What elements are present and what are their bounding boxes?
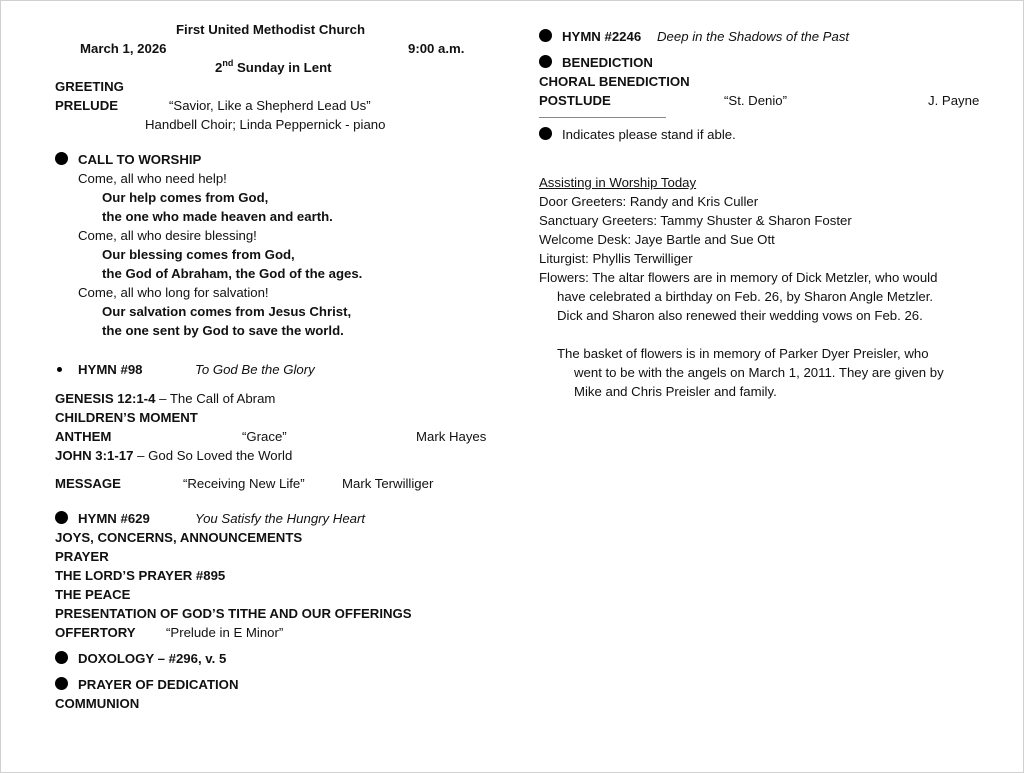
basket-line: Mike and Chris Preisler and family. <box>574 384 777 399</box>
lords-prayer: THE LORD’S PRAYER #895 <box>55 568 226 583</box>
prayer-of-dedication: PRAYER OF DEDICATION <box>78 677 239 692</box>
message-title: “Receiving New Life” <box>183 476 305 491</box>
door-greeters: Door Greeters: Randy and Kris Culler <box>539 194 759 209</box>
welcome-desk: Welcome Desk: Jaye Bartle and Sue Ott <box>539 232 775 247</box>
list-bullet-icon <box>57 367 62 372</box>
joys-concerns: JOYS, CONCERNS, ANNOUNCEMENTS <box>55 530 303 545</box>
divider <box>539 117 666 118</box>
genesis-reading: GENESIS 12:1-4 – The Call of Abram <box>55 391 276 406</box>
hymn629-title: You Satisfy the Hungry Heart <box>195 511 366 526</box>
greeting: GREETING <box>55 79 124 94</box>
prelude-performers: Handbell Choir; Linda Peppernick - piano <box>145 117 386 132</box>
call-line: Come, all who need help! <box>78 171 227 186</box>
prelude-label: PRELUDE <box>55 98 119 113</box>
prelude-title: “Savior, Like a Shepherd Lead Us” <box>169 98 371 113</box>
flowers-line: have celebrated a birthday on Feb. 26, by Sharon Angle Metzler. <box>557 289 934 304</box>
anthem-composer: Mark Hayes <box>416 429 487 444</box>
hymn629-label: HYMN #629 <box>78 511 150 526</box>
prayer: PRAYER <box>55 549 109 564</box>
stand-bullet-icon <box>55 152 68 165</box>
hymn2246-title: Deep in the Shadows of the Past <box>657 29 850 44</box>
liturgical-sunday: 2nd Sunday in Lent <box>215 57 332 75</box>
liturgist: Liturgist: Phyllis Terwilliger <box>539 251 693 266</box>
call-response: Our salvation comes from Jesus Christ, <box>102 304 352 319</box>
stand-note: Indicates please stand if able. <box>562 127 736 142</box>
stand-bullet-icon <box>55 677 68 690</box>
call-response: the one who made heaven and earth. <box>102 209 333 224</box>
message-speaker: Mark Terwilliger <box>342 476 434 491</box>
church-name: First United Methodist Church <box>176 22 366 37</box>
hymn98-title: To God Be the Glory <box>195 362 315 377</box>
flowers-line: Dick and Sharon also renewed their wedding vows on Feb. 26. <box>557 308 923 323</box>
sanctuary-greeters: Sanctuary Greeters: Tammy Shuster & Sharon Foster <box>539 213 852 228</box>
stand-bullet-icon <box>539 127 552 140</box>
stand-bullet-icon <box>55 511 68 524</box>
postlude-label: POSTLUDE <box>539 93 611 108</box>
choral-benediction: CHORAL BENEDICTION <box>539 74 690 89</box>
presentation: PRESENTATION OF GOD’S TITHE AND OUR OFFERINGS <box>55 606 412 621</box>
offertory-title: “Prelude in E Minor” <box>166 625 284 640</box>
stand-bullet-icon <box>539 55 552 68</box>
doxology: DOXOLOGY – #296, v. 5 <box>78 651 227 666</box>
call-line: Come, all who long for salvation! <box>78 285 269 300</box>
stand-bullet-icon <box>55 651 68 664</box>
anthem-label: ANTHEM <box>55 429 112 444</box>
anthem-title: “Grace” <box>242 429 287 444</box>
hymn2246-label: HYMN #2246 <box>562 29 642 44</box>
the-peace: THE PEACE <box>55 587 131 602</box>
call-line: Come, all who desire blessing! <box>78 228 257 243</box>
assisting-heading: Assisting in Worship Today <box>539 175 697 190</box>
childrens-moment: CHILDREN’S MOMENT <box>55 410 198 425</box>
postlude-title: “St. Denio” <box>724 93 788 108</box>
call-response: Our blessing comes from God, <box>102 247 295 262</box>
communion: COMMUNION <box>55 696 140 711</box>
benediction: BENEDICTION <box>562 55 653 70</box>
call-response: Our help comes from God, <box>102 190 269 205</box>
john-reading: JOHN 3:1-17 – God So Loved the World <box>55 448 293 463</box>
offertory-label: OFFERTORY <box>55 625 136 640</box>
flowers-line: Flowers: The altar flowers are in memory of Dick Metzler, who would <box>539 270 938 285</box>
basket-line: The basket of flowers is in memory of Parker Dyer Preisler, who <box>557 346 929 361</box>
service-date: March 1, 2026 <box>80 41 167 56</box>
call-response: the one sent by God to save the world. <box>102 323 344 338</box>
message-label: MESSAGE <box>55 476 121 491</box>
basket-line: went to be with the angels on March 1, 2011. They are given by <box>574 365 944 380</box>
service-time: 9:00 a.m. <box>408 41 465 56</box>
postlude-composer: J. Payne <box>928 93 980 108</box>
call-to-worship-label: CALL TO WORSHIP <box>78 152 202 167</box>
call-response: the God of Abraham, the God of the ages. <box>102 266 363 281</box>
hymn98-label: HYMN #98 <box>78 362 143 377</box>
stand-bullet-icon <box>539 29 552 42</box>
